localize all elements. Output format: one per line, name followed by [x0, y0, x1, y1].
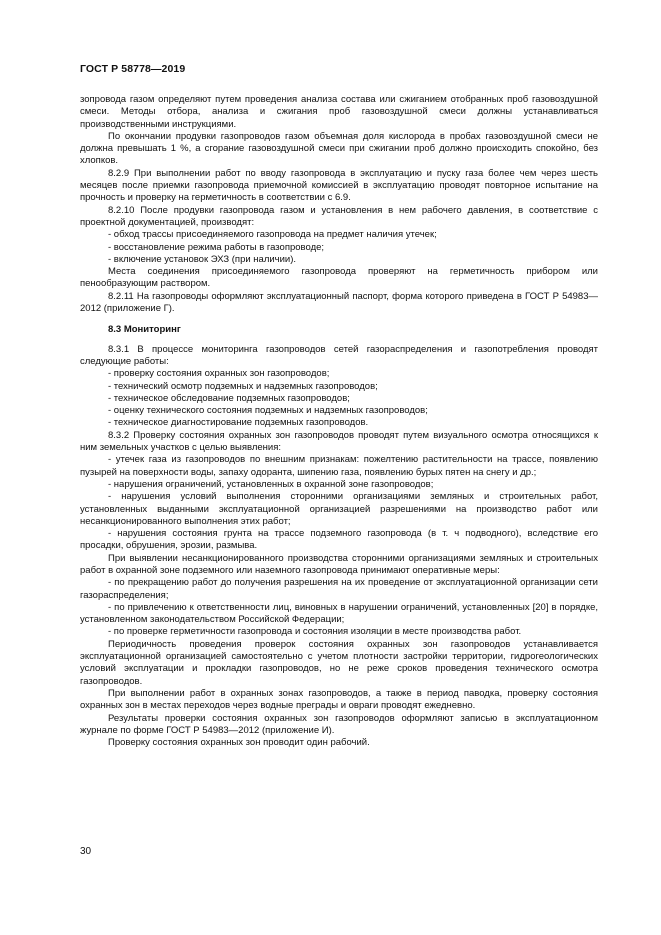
- body-paragraph: 8.2.9 При выполнении работ по вводу газопровода в эксплуатацию и пуску газа более чем через шесть месяцев после приемки газопровода приемочной комиссией в эксплуатацию проводят повторное испытание на прочность и проверку на герметичность в соответствии с 6.9.: [80, 167, 598, 204]
- list-item: - техническое диагностирование подземных газопроводов.: [108, 417, 369, 429]
- body-paragraph: 8.2.11 На газопроводы оформляют эксплуатационный паспорт, форма которого приведена в ГОСТ Р 54983—2012 (приложение Г).: [80, 290, 598, 315]
- list-item: - нарушения состояния грунта на трассе подземного газопровода (в т. ч подводного), вследствие его просадки, обрушения, эрозии, размыва.: [80, 528, 598, 552]
- list-item: - проверку состояния охранных зон газопроводов;: [108, 368, 330, 380]
- list-item: - обход трассы присоединяемого газопровода на предмет наличия утечек;: [108, 229, 437, 241]
- body-paragraph: По окончании продувки газопроводов газом объемная доля кислорода в пробах газовоздушной смеси не должна превышать 1 %, а сгорание газовоздушной смеси при сжигании проб должно происходить спокойно, без хлопков.: [80, 130, 598, 167]
- body-paragraph: зопровода газом определяют путем проведения анализа состава или сжиганием отобранных проб газовоздушной смеси. Методы отбора, анализа и сжигания проб газовоздушной смеси должны устанавливаться производственными инструкциями.: [80, 94, 598, 130]
- body-paragraph: 8.3.2 Проверку состояния охранных зон газопроводов проводят путем визуального осмотра относящихся к ним земельных участков с целью выявления:: [80, 429, 598, 454]
- section-heading: 8.3 Мониторинг: [108, 324, 181, 336]
- list-item: - по проверке герметичности газопровода и состояния изоляции в месте производства работ.: [108, 626, 522, 638]
- list-item: - техническое обследование подземных газопроводов;: [108, 392, 350, 404]
- body-paragraph: При выполнении работ в охранных зонах газопроводов, а также в период паводка, проверку состояния охранных зон в местах переходов через водные преграды и овраги проводят ежедневно.: [80, 687, 598, 712]
- list-item: - оценку технического состояния подземных и надземных газопроводов;: [108, 405, 428, 417]
- body-paragraph: Результаты проверки состояния охранных зон газопроводов оформляют записью в эксплуатационном журнале по форме ГОСТ Р 54983—2012 (приложение И).: [80, 712, 598, 736]
- list-item: - включение установок ЭХЗ (при наличии).: [108, 253, 297, 265]
- body-paragraph: Периодичность проведения проверок состояния охранных зон газопроводов устанавливается эксплуатационной организацией самостоятельно с учетом плотности застройки территории, гидрогеологических условий эксплуатации и прокладки газопроводов, но не реже сроков проведения технического осмотра газопроводов.: [80, 638, 598, 687]
- page-number: 30: [80, 846, 92, 857]
- body-paragraph: 8.3.1 В процессе мониторинга газопроводов сетей газораспределения и газопотребления проводят следующие работы:: [80, 343, 598, 367]
- list-item: - по привлечению к ответственности лиц, виновных в нарушении ограничений, установленных [20] в порядке, установленном законодательством Российской Федерации;: [80, 601, 598, 626]
- list-item: - утечек газа из газопроводов по внешним признакам: пожелтению растительности на трассе, появлению пузырей на поверхности воды, запаху одоранта, шипению газа, появлению бурых пятен на снегу и др.;: [80, 454, 598, 478]
- document-code-header: ГОСТ Р 58778—2019: [80, 63, 186, 75]
- body-paragraph: При выявлении несанкционированного производства сторонними организациями земляных и строительных работ в охранной зоне подземного или наземного газопровода принимают оперативные меры:: [80, 552, 598, 576]
- document-body: [80, 94, 598, 749]
- body-paragraph: Места соединения присоединяемого газопровода проверяют на герметичность прибором или пенообразующим раствором.: [80, 266, 598, 290]
- list-item: - технический осмотр подземных и надземных газопроводов;: [108, 380, 378, 392]
- body-paragraph: 8.2.10 После продувки газопровода газом и установления в нем рабочего давления, в соответствие с проектной документацией, производят:: [80, 204, 598, 228]
- body-paragraph: Проверку состояния охранных зон проводит один рабочий.: [108, 737, 370, 749]
- list-item: - нарушения условий выполнения сторонними организациями земляных и строительных работ, установленных выданными эксплуатационной организацией разрешениями на производство работ или несанкционированного выполнения этих работ;: [80, 491, 598, 527]
- list-item: - восстановление режима работы в газопроводе;: [108, 241, 325, 253]
- list-item: - по прекращению работ до получения разрешения на их проведение от эксплуатационной организации сети газораспределения;: [80, 577, 598, 601]
- list-item: - нарушения ограничений, установленных в охранной зоне газопроводов;: [108, 478, 434, 490]
